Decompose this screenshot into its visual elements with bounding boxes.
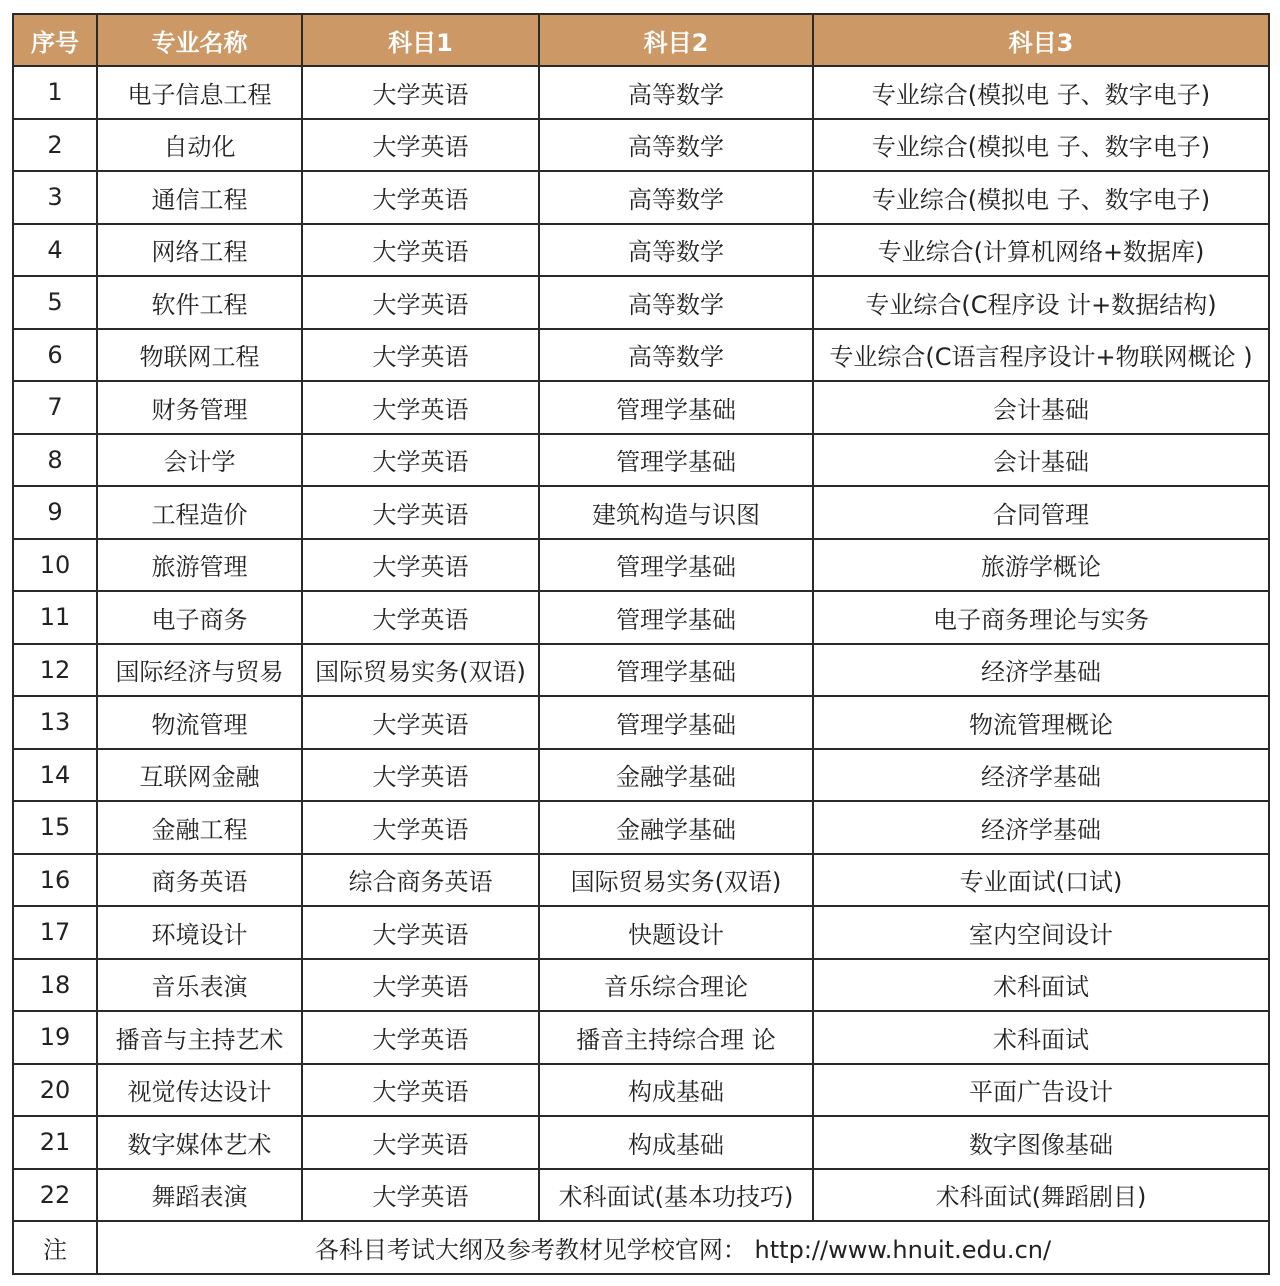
cell-index: 1	[13, 66, 97, 119]
table-header-row	[13, 14, 1269, 66]
cell-subject-3: 术科面试	[813, 959, 1269, 1012]
cell-subject-1: 大学英语	[302, 381, 539, 434]
cell-subject-1: 大学英语	[302, 539, 539, 592]
cell-index: 2	[13, 119, 97, 172]
cell-index: 14	[13, 749, 97, 802]
cell-subject-1: 国际贸易实务(双语)	[302, 644, 539, 697]
table-row	[13, 66, 1269, 119]
header-subject-3: 科目3	[813, 14, 1269, 66]
table-row	[13, 1011, 1269, 1064]
cell-index: 21	[13, 1116, 97, 1169]
cell-index: 5	[13, 276, 97, 329]
cell-subject-3: 会计基础	[813, 434, 1269, 487]
cell-subject-2: 构成基础	[539, 1064, 813, 1117]
table-row	[13, 906, 1269, 959]
table-row	[13, 486, 1269, 539]
cell-major: 音乐表演	[97, 959, 302, 1012]
cell-subject-1: 大学英语	[302, 486, 539, 539]
cell-subject-2: 音乐综合理论	[539, 959, 813, 1012]
cell-subject-1: 大学英语	[302, 1169, 539, 1222]
cell-subject-2: 金融学基础	[539, 749, 813, 802]
cell-major: 物联网工程	[97, 329, 302, 382]
cell-index: 19	[13, 1011, 97, 1064]
cell-major: 舞蹈表演	[97, 1169, 302, 1222]
cell-subject-3: 专业综合(模拟电 子、数字电子)	[813, 66, 1269, 119]
cell-subject-2: 管理学基础	[539, 696, 813, 749]
cell-major: 互联网金融	[97, 749, 302, 802]
cell-subject-1: 大学英语	[302, 696, 539, 749]
cell-subject-2: 快题设计	[539, 906, 813, 959]
cell-major: 电子商务	[97, 591, 302, 644]
cell-subject-1: 大学英语	[302, 434, 539, 487]
cell-index: 8	[13, 434, 97, 487]
cell-subject-1: 大学英语	[302, 66, 539, 119]
cell-subject-1: 大学英语	[302, 591, 539, 644]
cell-subject-2: 管理学基础	[539, 434, 813, 487]
cell-subject-3: 经济学基础	[813, 749, 1269, 802]
header-subject-2: 科目2	[539, 14, 813, 66]
cell-major: 网络工程	[97, 224, 302, 277]
header-subject-1: 科目1	[302, 14, 539, 66]
cell-index: 12	[13, 644, 97, 697]
header-index: 序号	[13, 14, 97, 66]
table-row	[13, 591, 1269, 644]
cell-subject-3: 平面广告设计	[813, 1064, 1269, 1117]
cell-subject-3: 经济学基础	[813, 644, 1269, 697]
cell-subject-2: 高等数学	[539, 119, 813, 172]
cell-major: 通信工程	[97, 171, 302, 224]
cell-subject-2: 金融学基础	[539, 801, 813, 854]
cell-subject-3: 旅游学概论	[813, 539, 1269, 592]
cell-major: 会计学	[97, 434, 302, 487]
cell-major: 商务英语	[97, 854, 302, 907]
table-row	[13, 959, 1269, 1012]
cell-subject-3: 合同管理	[813, 486, 1269, 539]
cell-subject-2: 高等数学	[539, 66, 813, 119]
cell-index: 4	[13, 224, 97, 277]
cell-major: 播音与主持艺术	[97, 1011, 302, 1064]
cell-subject-1: 大学英语	[302, 329, 539, 382]
cell-subject-1: 大学英语	[302, 276, 539, 329]
cell-index: 18	[13, 959, 97, 1012]
cell-subject-3: 经济学基础	[813, 801, 1269, 854]
cell-subject-1: 大学英语	[302, 171, 539, 224]
cell-major: 金融工程	[97, 801, 302, 854]
table-row	[13, 224, 1269, 277]
cell-subject-2: 管理学基础	[539, 591, 813, 644]
cell-major: 电子信息工程	[97, 66, 302, 119]
note-text: 各科目考试大纲及参考教材见学校官网： http://www.hnuit.edu.cn/	[97, 1221, 1269, 1274]
table-row	[13, 1169, 1269, 1222]
cell-major: 数字媒体艺术	[97, 1116, 302, 1169]
cell-subject-2: 建筑构造与识图	[539, 486, 813, 539]
table-row	[13, 644, 1269, 697]
cell-subject-1: 大学英语	[302, 1064, 539, 1117]
cell-subject-2: 管理学基础	[539, 381, 813, 434]
cell-subject-2: 术科面试(基本功技巧)	[539, 1169, 813, 1222]
cell-subject-3: 专业综合(模拟电 子、数字电子)	[813, 119, 1269, 172]
table-row	[13, 171, 1269, 224]
table-body	[13, 66, 1269, 1274]
cell-index: 17	[13, 906, 97, 959]
table-row	[13, 381, 1269, 434]
cell-index: 6	[13, 329, 97, 382]
table-row	[13, 539, 1269, 592]
table-row	[13, 749, 1269, 802]
cell-subject-3: 术科面试(舞蹈剧目)	[813, 1169, 1269, 1222]
cell-subject-2: 高等数学	[539, 329, 813, 382]
table-row	[13, 801, 1269, 854]
cell-subject-3: 会计基础	[813, 381, 1269, 434]
exam-subjects-table	[12, 13, 1270, 1275]
cell-subject-2: 高等数学	[539, 171, 813, 224]
cell-subject-3: 术科面试	[813, 1011, 1269, 1064]
cell-subject-3: 室内空间设计	[813, 906, 1269, 959]
cell-subject-3: 数字图像基础	[813, 1116, 1269, 1169]
cell-subject-1: 大学英语	[302, 801, 539, 854]
cell-index: 7	[13, 381, 97, 434]
cell-subject-2: 构成基础	[539, 1116, 813, 1169]
cell-major: 工程造价	[97, 486, 302, 539]
cell-subject-2: 高等数学	[539, 224, 813, 277]
header-major: 专业名称	[97, 14, 302, 66]
cell-subject-2: 管理学基础	[539, 644, 813, 697]
cell-index: 15	[13, 801, 97, 854]
cell-subject-1: 大学英语	[302, 1116, 539, 1169]
cell-major: 财务管理	[97, 381, 302, 434]
cell-subject-3: 物流管理概论	[813, 696, 1269, 749]
cell-subject-3: 专业综合(C语言程序设计+物联网概论 )	[813, 329, 1269, 382]
note-label: 注	[13, 1221, 97, 1274]
cell-subject-1: 大学英语	[302, 119, 539, 172]
cell-index: 13	[13, 696, 97, 749]
cell-index: 20	[13, 1064, 97, 1117]
cell-major: 国际经济与贸易	[97, 644, 302, 697]
cell-subject-1: 大学英语	[302, 959, 539, 1012]
cell-subject-3: 专业综合(计算机网络+数据库)	[813, 224, 1269, 277]
cell-subject-1: 综合商务英语	[302, 854, 539, 907]
cell-major: 旅游管理	[97, 539, 302, 592]
cell-subject-1: 大学英语	[302, 906, 539, 959]
table-row	[13, 696, 1269, 749]
cell-subject-2: 播音主持综合理 论	[539, 1011, 813, 1064]
cell-major: 自动化	[97, 119, 302, 172]
cell-subject-3: 专业综合(模拟电 子、数字电子)	[813, 171, 1269, 224]
note-row	[13, 1221, 1269, 1274]
table-row	[13, 329, 1269, 382]
cell-subject-2: 国际贸易实务(双语)	[539, 854, 813, 907]
cell-subject-3: 专业面试(口试)	[813, 854, 1269, 907]
cell-index: 11	[13, 591, 97, 644]
table-row	[13, 434, 1269, 487]
cell-major: 软件工程	[97, 276, 302, 329]
cell-index: 9	[13, 486, 97, 539]
table-row	[13, 1116, 1269, 1169]
cell-subject-3: 专业综合(C程序设 计+数据结构)	[813, 276, 1269, 329]
cell-subject-1: 大学英语	[302, 749, 539, 802]
table-row	[13, 854, 1269, 907]
cell-index: 3	[13, 171, 97, 224]
cell-major: 环境设计	[97, 906, 302, 959]
table-row	[13, 276, 1269, 329]
cell-subject-2: 高等数学	[539, 276, 813, 329]
cell-subject-2: 管理学基础	[539, 539, 813, 592]
cell-major: 视觉传达设计	[97, 1064, 302, 1117]
cell-index: 10	[13, 539, 97, 592]
cell-subject-1: 大学英语	[302, 1011, 539, 1064]
table-row	[13, 119, 1269, 172]
cell-index: 16	[13, 854, 97, 907]
table-row	[13, 1064, 1269, 1117]
cell-subject-3: 电子商务理论与实务	[813, 591, 1269, 644]
cell-index: 22	[13, 1169, 97, 1222]
cell-major: 物流管理	[97, 696, 302, 749]
cell-subject-1: 大学英语	[302, 224, 539, 277]
